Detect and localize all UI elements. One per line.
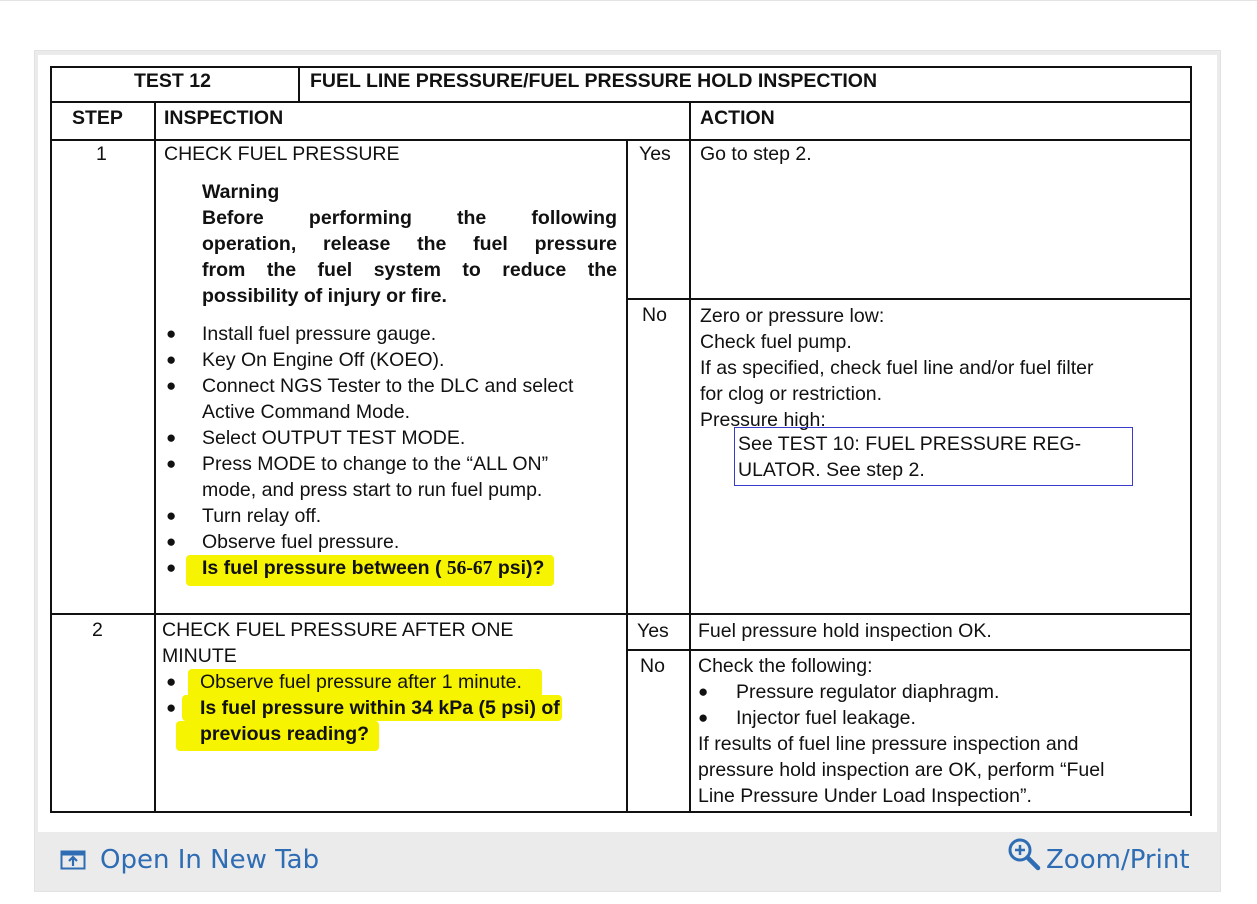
step2-yes-action: Fuel pressure hold inspection OK. (698, 620, 992, 642)
step1-no-action-4: for clog or restriction. (700, 383, 883, 405)
bullet-dot: ● (166, 672, 177, 691)
row-line-step1-no (626, 298, 1192, 300)
step1-bullet-2: Key On Engine Off (KOEO). (202, 349, 445, 371)
step1-question: Is fuel pressure between ( 56-67 psi)? (186, 555, 554, 586)
warning-title: Warning (202, 181, 280, 203)
step1-bullet-7: Observe fuel pressure. (202, 531, 400, 553)
step1-bullet-3-cont: Active Command Mode. (202, 401, 411, 423)
step1-no-action-3: If as specified, check fuel line and/or fuel filter (700, 357, 1094, 379)
step2-no-action-2: pressure hold inspection are OK, perform “Fuel (698, 759, 1105, 781)
step2-yes: Yes (637, 620, 669, 642)
step2-no-action-1: If results of fuel line pressure inspection and (698, 733, 1079, 755)
warning-line-2: operation, release the fuel pressure (202, 233, 617, 255)
bullet-dot: ● (166, 506, 177, 525)
col-line-action (689, 101, 691, 813)
step1-bullet-5-cont: mode, and press start to run fuel pump. (202, 479, 543, 501)
test-title: FUEL LINE PRESSURE/FUEL PRESSURE HOLD INSPECTION (310, 70, 878, 92)
bullet-dot: ● (698, 708, 709, 727)
step1-heading: CHECK FUEL PRESSURE (164, 143, 400, 165)
step1-bullet-6: Turn relay off. (202, 505, 322, 527)
step1-no: No (642, 304, 667, 326)
bullet-dot: ● (166, 376, 177, 395)
bullet-dot: ● (166, 558, 177, 577)
open-in-new-tab-label[interactable]: Open In New Tab (100, 845, 320, 875)
warning-line-3: from the fuel system to reduce the (202, 259, 617, 281)
step2-bullet-1: Observe fuel pressure after 1 minute. (188, 669, 542, 698)
bullet-dot: ● (166, 350, 177, 369)
bullet-dot: ● (698, 682, 709, 701)
step2-no: No (640, 655, 665, 677)
step1-bullet-3: Connect NGS Tester to the DLC and select (202, 375, 574, 397)
step1-number: 1 (96, 143, 107, 165)
step1-yes-action: Go to step 2. (700, 143, 812, 165)
row-line-1 (50, 101, 1192, 103)
warning-line-1: Before performing the following (202, 207, 617, 229)
col-line-yesno (626, 139, 628, 813)
table-border-right (1190, 66, 1192, 816)
header-action: ACTION (700, 107, 775, 129)
step2-bullet-2-cont: previous reading? (176, 721, 379, 751)
bullet-dot: ● (166, 428, 177, 447)
step2-heading-1: CHECK FUEL PRESSURE AFTER ONE (162, 619, 514, 641)
step2-no-action-3: Line Pressure Under Load Inspection”. (698, 785, 1032, 807)
step1-bullet-4: Select OUTPUT TEST MODE. (202, 427, 466, 449)
bullet-dot: ● (166, 454, 177, 473)
step1-yes: Yes (639, 143, 671, 165)
see-test-line-2: ULATOR. See step 2. (738, 459, 925, 481)
header-step: STEP (72, 107, 123, 129)
bullet-dot: ● (166, 698, 177, 717)
scanned-document (38, 55, 1217, 832)
step2-no-heading: Check the following: (698, 655, 873, 677)
warning-line-4: possibility of injury or fire. (202, 285, 447, 307)
table-border-left (50, 66, 52, 812)
step2-heading-2: MINUTE (162, 645, 237, 667)
zoom-print-link[interactable] (1006, 836, 1211, 878)
row-line-step2 (50, 613, 1192, 615)
col-line-title (298, 66, 300, 102)
step1-no-action-5: Pressure high: (700, 409, 826, 431)
step1-no-action-2: Check fuel pump. (700, 331, 852, 353)
see-test-line-1: See TEST 10: FUEL PRESSURE REG- (738, 433, 1082, 455)
step2-number: 2 (92, 619, 103, 641)
step2-no-bullet-2: Injector fuel leakage. (736, 707, 916, 729)
bullet-dot: ● (166, 532, 177, 551)
top-divider (0, 0, 1257, 1)
col-line-step (154, 101, 156, 813)
row-line-step2-no (626, 649, 1192, 651)
test-id: TEST 12 (134, 70, 211, 92)
step1-no-action-1: Zero or pressure low: (700, 305, 885, 327)
step1-bullet-1: Install fuel pressure gauge. (202, 323, 437, 345)
step1-bullet-5: Press MODE to change to the “ALL ON” (202, 453, 549, 475)
header-inspection: INSPECTION (164, 107, 284, 129)
step2-no-bullet-1: Pressure regulator diaphragm. (736, 681, 1000, 703)
zoom-print-label[interactable]: Zoom/Print (1046, 845, 1190, 875)
bullet-dot: ● (166, 324, 177, 343)
zoom-in-icon (1006, 836, 1042, 872)
table-border-bottom (50, 811, 1192, 813)
open-in-new-tab-icon (60, 850, 86, 870)
step2-bullet-2: Is fuel pressure within 34 kPa (5 psi) of (182, 695, 562, 721)
